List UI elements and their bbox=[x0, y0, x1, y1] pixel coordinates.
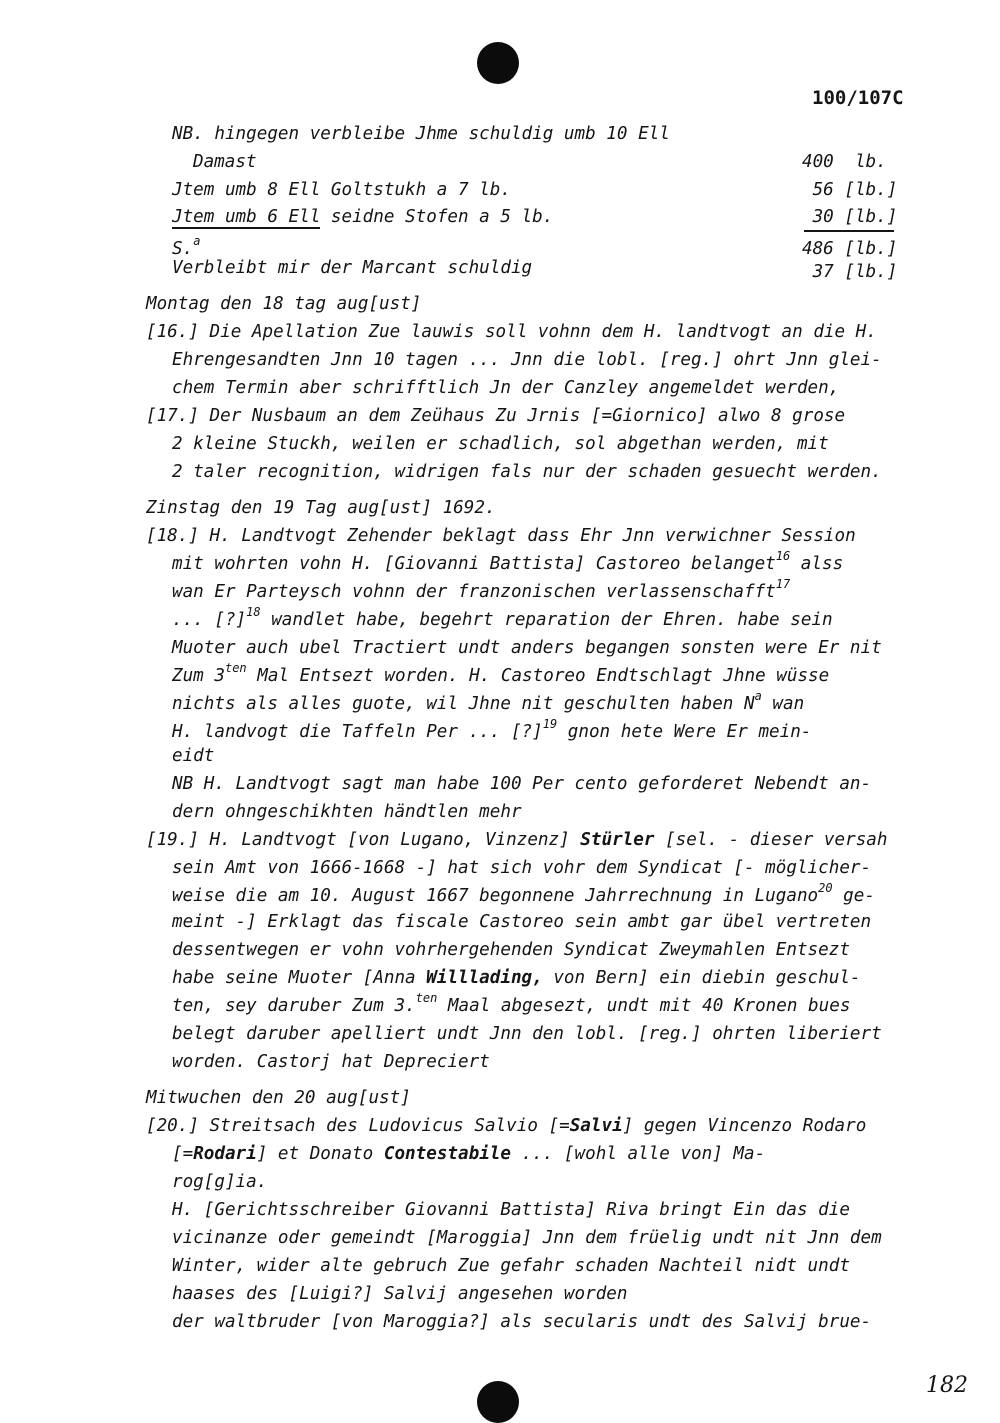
text-line: wan Er Parteysch vohnn der franzonischen verlassenschafft$^{17}$ bbox=[172, 577, 791, 602]
account-row-amount: 486 [lb.] bbox=[802, 239, 898, 259]
text-line: haases des [Luigi?] Salvij angesehen worden bbox=[172, 1284, 628, 1304]
bold-name: Stürler bbox=[580, 830, 655, 850]
account-row-amount: 400 lb. bbox=[802, 152, 887, 172]
account-row-label: Damast bbox=[193, 152, 257, 172]
date-heading: Montag den 18 tag aug[ust] bbox=[146, 294, 422, 314]
footnote-ref: 17 bbox=[775, 577, 791, 592]
text-line: [=Rodari] et Donato Contestabile ... [wohl alle von] Ma- bbox=[172, 1144, 766, 1164]
text-line: worden. Castorj hat Depreciert bbox=[172, 1052, 490, 1072]
account-row-label: Verbleibt mir der Marcant schuldig bbox=[172, 258, 533, 278]
text-line: belegt daruber apelliert undt Jnn den lobl. [reg.] ohrten liberiert bbox=[172, 1024, 882, 1044]
handwritten-page-number: 182 bbox=[926, 1373, 968, 1398]
text-line: dessentwegen er vohn vohrhergehenden Syndicat Zweymahlen Entsezt bbox=[172, 940, 850, 960]
text-line: ... [?]$^{18}$ wandlet habe, begehrt reparation der Ehren. habe sein bbox=[172, 605, 833, 630]
text-line: NB H. Landtvogt sagt man habe 100 Per cento geforderet Nebendt an- bbox=[172, 774, 872, 794]
text-line: H. [Gerichtsschreiber Giovanni Battista] Riva bringt Ein das die bbox=[172, 1200, 850, 1220]
text-line: nichts als alles guote, wil Jhne nit geschulten haben $N^a$ wan bbox=[172, 689, 805, 714]
text-line: dern ohngeschikhten händtlen mehr bbox=[172, 802, 522, 822]
punch-hole-bottom bbox=[477, 1381, 519, 1423]
text-line: H. landvogt die Taffeln Per ... [?]$^{19}$ gnon hete Were Er mein- bbox=[172, 717, 812, 742]
text-line: Zum $3^{ten}$ Mal Entsezt worden. H. Castoreo Endtschlagt Jhne wüsse bbox=[172, 661, 830, 686]
text-line: [17.] Der Nusbaum an dem Zeühaus Zu Jrnis [=Giornico] alwo 8 grose bbox=[146, 406, 846, 426]
account-row-amount: 56 [lb.] bbox=[802, 180, 898, 200]
text-line: vicinanze oder gemeindt [Maroggia] Jnn dem früelig undt nit Jnn dem bbox=[172, 1228, 882, 1248]
sum-rule bbox=[804, 230, 894, 232]
text-line: 2 kleine Stuckh, weilen er schadlich, sol abgethan werden, mit bbox=[172, 434, 829, 454]
text-line: [18.] H. Landtvogt Zehender beklagt dass Ehr Jnn verwichner Session bbox=[146, 526, 856, 546]
text-line: [20.] Streitsach des Ludovicus Salvio [=Salvi] gegen Vincenzo Rodaro bbox=[146, 1116, 867, 1136]
archive-reference: 100/107C bbox=[812, 87, 904, 109]
bold-name: Contestabile bbox=[383, 1144, 511, 1164]
text-line: [16.] Die Apellation Zue lauwis soll vohnn dem H. landtvogt an die H. bbox=[146, 322, 877, 342]
footnote-ref: 19 bbox=[542, 717, 558, 732]
text-line: Ehrengesandten Jnn 10 tagen ... Jnn die lobl. [reg.] ohrt Jnn glei- bbox=[172, 350, 882, 370]
text-line: der waltbruder [von Maroggia?] als secularis undt des Salvij brue- bbox=[172, 1312, 872, 1332]
account-intro: NB. hingegen verbleibe Jhme schuldig umb 10 Ell bbox=[172, 124, 670, 144]
text-line: weise die am 10. August 1667 begonnene Jahrrechnung in Lugano$^{20}$ ge- bbox=[172, 881, 875, 906]
text-line: sein Amt von 1666-1668 -] hat sich vohr dem Syndicat [- möglicher- bbox=[172, 858, 872, 878]
text-line: Winter, wider alte gebruch Zue gefahr schaden Nachteil nidt undt bbox=[172, 1256, 850, 1276]
text-line: chem Termin aber schrifftlich Jn der Canzley angemeldet werden, bbox=[172, 378, 840, 398]
account-row-amount: 37 [lb.] bbox=[802, 262, 898, 282]
punch-hole-top bbox=[477, 42, 519, 84]
text-line: Muoter auch ubel Tractiert undt anders begangen sonsten were Er nit bbox=[172, 638, 882, 658]
text-line: meint -] Erklagt das fiscale Castoreo sein ambt gar übel vertreten bbox=[172, 912, 872, 932]
footnote-ref: 20 bbox=[818, 881, 833, 896]
text-line: ten, sey daruber Zum 3.$^{ten}$ Maal abgesezt, undt mit 40 Kronen bues bbox=[172, 991, 851, 1016]
bold-name: Salvi bbox=[569, 1116, 623, 1136]
account-row-label: Jtem umb 8 Ell Goltstukh a 7 lb. bbox=[172, 180, 511, 200]
text-line: habe seine Muoter [Anna Willlading, von Bern] ein diebin geschul- bbox=[172, 968, 861, 988]
underlined-text: Jtem umb 6 Ell bbox=[172, 207, 321, 227]
bold-name: Willlading, bbox=[426, 968, 543, 988]
date-heading: Mitwuchen den 20 aug[ust] bbox=[146, 1088, 411, 1108]
account-row-amount: 30 [lb.] bbox=[802, 207, 898, 227]
text-line: 2 taler recognition, widrigen fals nur der schaden gesuecht werden. bbox=[172, 462, 882, 482]
text-line: eidt bbox=[172, 746, 215, 766]
text-line: mit wohrten vohn H. [Giovanni Battista] Castoreo belanget$^{16}$ alss bbox=[172, 549, 844, 574]
footnote-ref: 16 bbox=[775, 549, 791, 564]
bold-name: Rodari bbox=[193, 1144, 257, 1164]
account-row-label: Jtem umb 6 Ell seidne Stofen a 5 lb. bbox=[172, 207, 554, 227]
date-heading: Zinstag den 19 Tag aug[ust] 1692. bbox=[146, 498, 496, 518]
text-line: rog[g]ia. bbox=[172, 1172, 268, 1192]
footnote-ref: 18 bbox=[246, 605, 261, 620]
account-row-label: S.$^a$ bbox=[172, 234, 201, 259]
text-line: [19.] H. Landtvogt [von Lugano, Vinzenz] Stürler [sel. - dieser versah bbox=[146, 830, 888, 850]
